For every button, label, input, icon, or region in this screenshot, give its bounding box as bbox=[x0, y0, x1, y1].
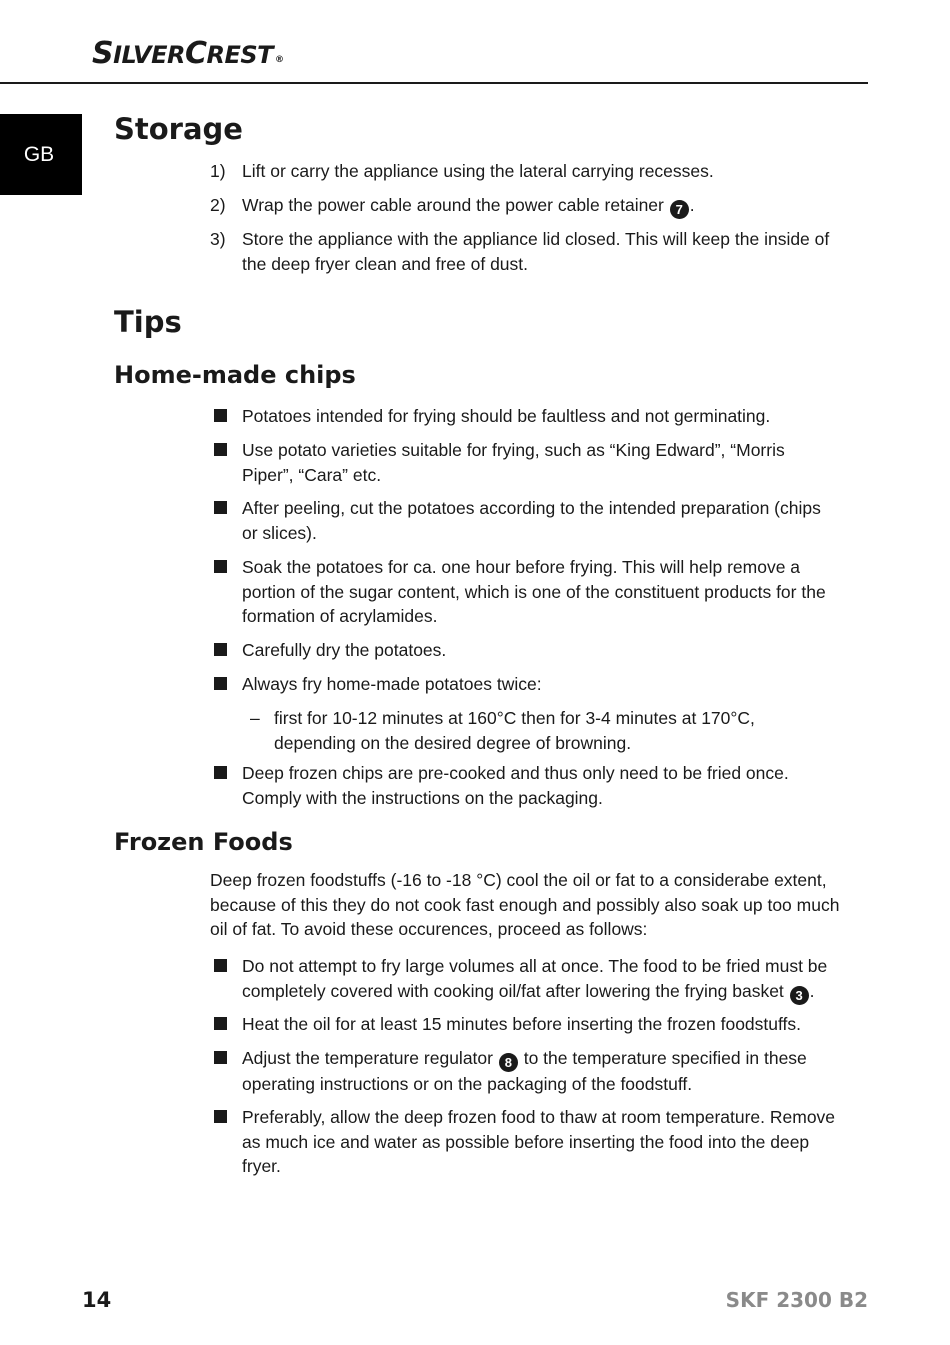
bullet-square-icon bbox=[214, 677, 227, 690]
bullet-square-icon bbox=[214, 501, 227, 514]
storage-step-3: 3) Store the appliance with the appliance lid closed. This will keep the inside of the deep fryer clean and free of dust. bbox=[210, 229, 830, 274]
storage-step-2: 2) Wrap the power cable around the power cable retainer 7 . bbox=[210, 195, 695, 217]
list-item: After peeling, cut the potatoes according to the intended preparation (chips or slices). bbox=[210, 496, 840, 546]
list-item: Soak the potatoes for ca. one hour before frying. This will help remove a portion of the sugar content, which is one of the constituent products for the formation of acrylamides. bbox=[210, 555, 840, 630]
part-3-ref-icon: 3 bbox=[790, 986, 809, 1005]
list-item: Preferably, allow the deep frozen food to thaw at room temperature. Remove as much ice and water as possible before inserting the food into the deep fryer. bbox=[210, 1105, 840, 1180]
list-item: Always fry home-made potatoes twice: bbox=[210, 672, 840, 697]
bullet-square-icon bbox=[214, 643, 227, 656]
bullet-square-icon bbox=[214, 1110, 227, 1123]
model-number: SKF 2300 B2 bbox=[725, 1288, 868, 1312]
brand-logo: SILVERCREST ® bbox=[92, 36, 284, 71]
homemade-chips-heading: Home-made chips bbox=[114, 361, 356, 389]
bullet-square-icon bbox=[214, 443, 227, 456]
frozen-foods-heading: Frozen Foods bbox=[114, 828, 293, 856]
bullet-square-icon bbox=[214, 1017, 227, 1030]
tips-heading: Tips bbox=[114, 305, 182, 339]
bullet-square-icon bbox=[214, 959, 227, 972]
list-item: Carefully dry the potatoes. bbox=[210, 638, 840, 663]
sub-list-item: – first for 10-12 minutes at 160°C then for 3-4 minutes at 170°C, depending on the desired degree of browning. bbox=[250, 708, 755, 753]
bullet-square-icon bbox=[214, 409, 227, 422]
list-item: Do not attempt to fry large volumes all at once. The food to be fried must be completely covered with cooking oil/fat after lowering the frying basket 3 . bbox=[210, 954, 840, 1004]
header-rule bbox=[0, 82, 868, 84]
storage-heading: Storage bbox=[114, 112, 243, 146]
list-item: Potatoes intended for frying should be faultless and not germinating. bbox=[210, 404, 840, 429]
bullet-square-icon bbox=[214, 766, 227, 779]
part-8-ref-icon: 8 bbox=[499, 1053, 518, 1072]
page-number: 14 bbox=[82, 1288, 112, 1312]
bullet-square-icon bbox=[214, 560, 227, 573]
list-item: Adjust the temperature regulator 8 to the temperature specified in these operating instructions or on the packaging of the foodstuff. bbox=[210, 1046, 840, 1096]
dash-marker: – bbox=[250, 708, 260, 728]
storage-step-1: 1) Lift or carry the appliance using the lateral carrying recesses. bbox=[210, 161, 714, 181]
part-7-ref-icon: 7 bbox=[670, 200, 689, 219]
language-tab: GB bbox=[0, 114, 82, 195]
list-item: Deep frozen chips are pre-cooked and thus only need to be fried once. Comply with the instructions on the packaging. bbox=[210, 761, 840, 811]
frozen-intro-paragraph: Deep frozen foodstuffs (-16 to -18 °C) cool the oil or fat to a considerabe extent, because of this they do not cook fast enough and possibly also soak up too much oil of fat. To avoid these occurences, proceed as follows: bbox=[210, 870, 840, 939]
bullet-square-icon bbox=[214, 1051, 227, 1064]
list-item: Use potato varieties suitable for frying, such as “King Edward”, “Morris Piper”, “Cara” etc. bbox=[210, 438, 840, 488]
list-item: Heat the oil for at least 15 minutes before inserting the frozen foodstuffs. bbox=[210, 1012, 840, 1037]
